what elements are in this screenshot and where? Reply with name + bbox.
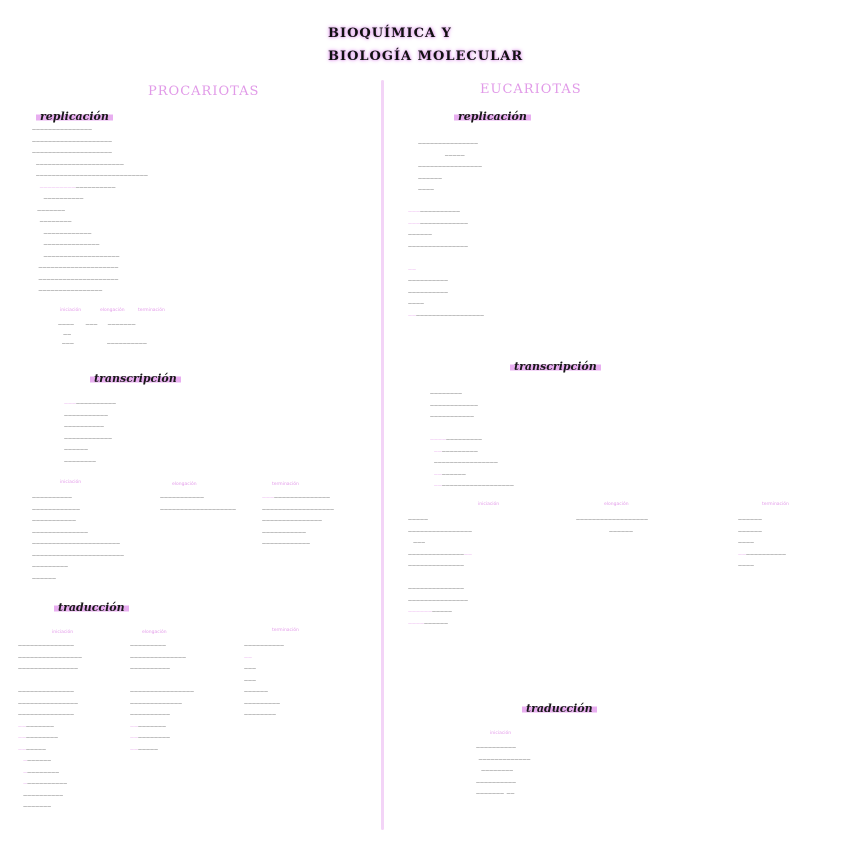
column-heading-left: PROCARIOTAS <box>148 84 260 99</box>
note-line: —————————— <box>18 792 64 798</box>
note-line: ———————— <box>430 391 462 396</box>
notes-block <box>32 124 148 297</box>
note-line: —————————— <box>476 745 516 750</box>
subheading: elongación <box>172 482 197 487</box>
subheading: iniciación <box>60 480 82 485</box>
note-line: —————————— <box>32 196 84 201</box>
note-line: ——————— <box>23 758 52 763</box>
note-line: ——————————————————————— <box>32 552 124 558</box>
note-line: ————————— <box>130 723 166 729</box>
note-line: ——— <box>408 540 426 545</box>
note-line: —————————————— <box>130 654 186 660</box>
note-line: ——————————————————— <box>160 506 236 512</box>
note-line: ——————————— <box>64 412 108 418</box>
notes-block <box>430 388 514 492</box>
note-line <box>430 423 514 435</box>
note-line: ——————————————— <box>408 597 468 603</box>
note-line: —————————— <box>408 620 448 626</box>
note-line: ——————————————— <box>262 518 322 523</box>
note-line: ——————————————— <box>18 666 78 671</box>
note-line: —————————————— <box>18 712 74 717</box>
note-line: ————————————— <box>430 437 482 442</box>
note-line: ———— <box>418 187 434 192</box>
notes-block <box>58 320 147 349</box>
note-line: ————————— <box>23 769 60 775</box>
note-line: ———————————— <box>64 435 112 441</box>
note-line: ———————— <box>476 768 514 773</box>
note-line: —————— <box>408 232 432 237</box>
notes-block <box>64 398 116 467</box>
note-line <box>130 675 194 687</box>
note-line: ———————————— <box>262 541 310 546</box>
note-line <box>408 252 484 264</box>
note-line: —————————————— <box>408 586 464 591</box>
note-line: ———————————————————— <box>433 483 514 488</box>
note-line: ——————————— <box>433 448 478 454</box>
section-heading: replicación <box>36 110 113 123</box>
note-line: ————————————— <box>408 209 460 214</box>
note-line <box>408 572 472 584</box>
note-line: —————————— <box>32 495 72 500</box>
note-line: —————————— <box>130 735 170 740</box>
note-line: ————————— <box>18 723 54 729</box>
note-line: ———————————————— <box>418 164 482 169</box>
notes-block <box>262 492 334 550</box>
note-line: ————— <box>408 517 428 522</box>
note-line: ——————————— <box>262 529 306 535</box>
note-line: —— <box>244 654 252 660</box>
note-line: ———— ——— ——————— <box>58 322 136 327</box>
note-line: —————————————— <box>32 242 100 247</box>
subheading: elongación <box>142 630 167 635</box>
notes-block <box>160 492 236 515</box>
section-heading: transcripción <box>510 360 601 373</box>
column-heading-right: EUCARIOTAS <box>480 82 582 97</box>
note-line: —————————— <box>18 735 58 740</box>
note-line: —————— <box>418 175 442 181</box>
note-line: ———————————————————— <box>32 265 119 270</box>
note-line: —————— <box>32 575 56 581</box>
subheading: iniciación <box>478 502 500 507</box>
note-line: —————————————————— <box>576 517 648 522</box>
note-line: —— <box>58 331 72 337</box>
note-line: ———— <box>408 301 424 306</box>
note-line: ——————————————— <box>32 127 92 132</box>
note-line: ————————————————— <box>262 495 330 500</box>
notes-block <box>244 640 284 721</box>
subheading: iniciación <box>490 731 512 736</box>
note-line: ——— <box>244 666 256 671</box>
notes-block <box>32 492 124 584</box>
page-title <box>328 22 523 68</box>
note-line: —————————————— <box>18 689 74 694</box>
column-divider <box>381 80 384 830</box>
note-line: ———————————————————— <box>32 150 112 155</box>
note-line: ——————————— <box>430 414 474 419</box>
note-line: ———————————————— <box>130 689 194 694</box>
note-line: ———————————————— <box>430 460 498 465</box>
note-line: ————————————— <box>476 756 531 762</box>
note-line: —————————————————————— <box>32 161 124 167</box>
notes-block <box>408 514 472 629</box>
note-line: ————— <box>418 152 465 158</box>
note-line: —————————— <box>408 278 448 283</box>
note-line: ——— —————————— <box>58 341 147 346</box>
subheading: terminación <box>138 308 165 313</box>
note-line: —————————————— <box>32 529 88 535</box>
note-line: ——————————————— <box>408 220 468 226</box>
note-line: ———————— <box>64 458 96 464</box>
note-line: ——————— <box>18 746 46 752</box>
note-line: —————— <box>576 528 634 534</box>
subheading: terminación <box>272 628 299 633</box>
note-line: ————————— <box>32 564 68 569</box>
section-heading: traducción <box>522 702 597 715</box>
notes-block <box>418 138 482 196</box>
subheading: elongación <box>100 308 125 313</box>
note-line: ———————— <box>433 471 466 477</box>
note-line: ———————— <box>32 219 72 224</box>
subheading: iniciación <box>52 630 74 635</box>
section-heading: traducción <box>54 601 129 614</box>
note-line: —————————— <box>64 424 104 429</box>
note-line: ———————————— <box>32 230 92 236</box>
note-line: ——————— <box>130 746 158 752</box>
note-line: ——————— —— <box>476 791 515 796</box>
note-line: ———————————————— <box>408 528 472 534</box>
note-line: ———————————— <box>32 506 80 512</box>
note-line: ———— <box>738 563 754 568</box>
title-line-2: BIOLOGÍA MOLECULAR <box>328 49 524 64</box>
note-line: ——————————————————— <box>408 312 484 318</box>
subheading: iniciación <box>60 308 82 313</box>
section-heading: transcripción <box>90 372 181 385</box>
note-line: ————————————— <box>64 401 116 406</box>
note-line: —————————— <box>244 643 284 648</box>
note-line: —————————— <box>408 289 448 295</box>
note-line: —————————————— <box>18 643 74 648</box>
note-line: ——————————————————— <box>32 253 120 259</box>
note-line: ——— <box>244 677 256 683</box>
note-line: ——————————— <box>32 518 76 523</box>
note-line: —————————— <box>130 666 170 671</box>
section-heading: replicación <box>454 110 531 123</box>
note-line: ——————— <box>18 804 52 809</box>
note-line: ———————————— <box>738 551 786 557</box>
note-line: —— <box>408 266 416 272</box>
note-line <box>18 675 82 687</box>
note-line: —————— <box>244 689 268 694</box>
notes-block <box>476 742 531 800</box>
subheading: terminación <box>762 502 789 507</box>
note-line: ———————————————— <box>408 551 472 557</box>
note-line: ———————————— <box>430 402 478 408</box>
note-line: ———————— <box>244 712 276 717</box>
note-line: —————————— <box>130 712 170 717</box>
notes-block <box>576 514 648 537</box>
note-line: —————————————— <box>408 563 464 568</box>
notes-block <box>130 640 194 755</box>
note-line: ————————————— <box>130 700 182 706</box>
note-line: —————— <box>738 528 762 534</box>
note-line: ———————————————————— <box>32 138 112 144</box>
note-line: ——————— <box>32 207 66 213</box>
note-line: ————————— <box>130 643 166 648</box>
note-line: ———————————————— <box>32 288 103 293</box>
notes-block <box>408 206 484 321</box>
note-line: ——————————— <box>23 781 68 786</box>
note-line: ——————————————— <box>408 243 468 249</box>
note-line: ———————————————————————————— <box>32 173 148 178</box>
note-line: ———————————————— <box>18 654 82 660</box>
notes-block <box>18 640 82 813</box>
subheading: terminación <box>272 482 299 487</box>
subheading: elongación <box>604 502 629 507</box>
notes-block <box>738 514 786 572</box>
note-line: ——————————— <box>408 609 452 614</box>
note-line: ———————————————————— <box>32 276 119 282</box>
note-line: —————— <box>738 517 762 522</box>
note-line: —————— <box>64 447 88 452</box>
note-line: —————————— <box>476 779 516 785</box>
note-line: ———— <box>738 540 754 545</box>
note-line: ——————————————————— <box>39 184 116 190</box>
note-line: —————————————————— <box>262 506 334 512</box>
note-line: ——————————————— <box>18 700 78 706</box>
note-line: —————————————————————— <box>32 541 120 546</box>
note-line: ——————————————— <box>418 141 478 146</box>
note-line: ————————— <box>244 700 280 706</box>
title-line-1: BIOQUÍMICA Y <box>328 26 452 41</box>
note-line: ——————————— <box>160 495 204 500</box>
